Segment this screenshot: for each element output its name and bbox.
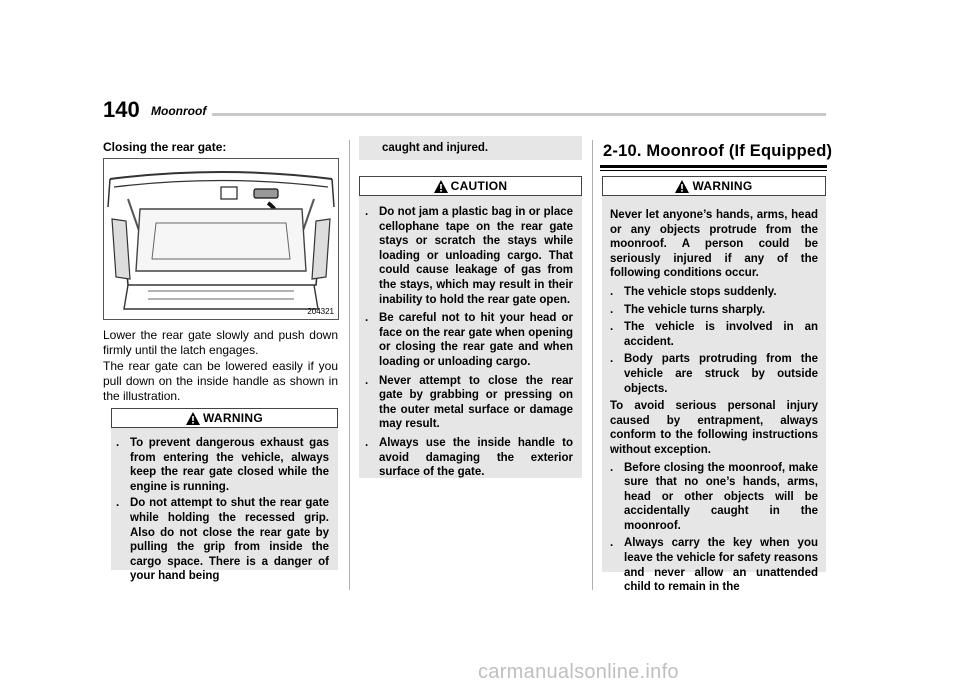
bullet: . xyxy=(365,312,369,325)
condition-item-text: The vehicle is involved in an accident. xyxy=(624,321,818,348)
condition-item xyxy=(610,320,818,349)
warning-triangle-icon xyxy=(434,180,448,193)
condition-item xyxy=(610,352,818,396)
instruction-item xyxy=(610,461,818,534)
rear-gate-illustration xyxy=(103,158,339,320)
condition-item-text: Body parts protruding from the vehicle are struck by outside objects. xyxy=(624,353,818,395)
warning-title: WARNING xyxy=(692,179,753,193)
column-divider-left xyxy=(349,140,350,590)
figure-id: 204321 xyxy=(307,307,334,316)
caution-title-bar xyxy=(359,176,582,196)
instructions-intro: To avoid serious personal injury caused by entrapment, always conform to the following instructions without exception. xyxy=(610,400,818,456)
bullet: . xyxy=(610,303,614,316)
bullet: . xyxy=(610,537,614,550)
warning-item xyxy=(116,496,329,584)
caution-item-text: Do not jam a plastic bag in or place cellophane tape on the rear gate stays or scratch the stays while loading or unloading cargo. That could cause leakage of gas from the stays, which may result in their inability to hold the rear gate open. xyxy=(379,206,573,306)
warning-title-bar xyxy=(111,408,338,428)
page-number: 140 xyxy=(103,97,140,122)
condition-item-text: The vehicle turns sharply. xyxy=(624,303,766,316)
warning-title: WARNING xyxy=(202,411,264,425)
continued-warning-text: caught and injured. xyxy=(382,142,489,154)
warning-item-text: To prevent dangerous exhaust gas from entering the vehicle, always keep the rear gate closed while the engine is running. xyxy=(130,437,329,493)
caution-item xyxy=(365,436,573,480)
moonroof-warning-box xyxy=(602,176,826,594)
caution-item xyxy=(365,374,573,432)
caution-box xyxy=(359,176,582,478)
continued-warning-box xyxy=(359,136,582,160)
bullet: . xyxy=(610,461,614,474)
caution-item-text: Be careful not to hit your head or face on the rear gate when opening or closing the rear gate and when loading or unloading cargo. xyxy=(379,312,573,368)
running-section-title: Moonroof xyxy=(151,104,207,118)
caution-title: CAUTION xyxy=(450,179,508,193)
caution-item-text: Never attempt to close the rear gate by grabbing or pressing on the outer metal surface or damage may result. xyxy=(379,374,573,431)
warning-item xyxy=(116,436,329,494)
caution-item xyxy=(365,205,573,307)
caution-item xyxy=(365,311,573,369)
section-heading-rule-thin xyxy=(600,170,827,171)
bullet: . xyxy=(116,437,120,449)
rear-gate-warning-box xyxy=(111,408,338,583)
warning-triangle-icon xyxy=(186,412,200,425)
instruction-item-text: Always carry the key when you leave the vehicle for safety reasons and never allow an unattended child to remain in the xyxy=(624,537,818,594)
condition-item xyxy=(610,285,818,300)
instruction-paragraph-2: The rear gate can be lowered easily if you pull down on the inside handle as shown in the illustration. xyxy=(103,359,338,404)
caution-item-text: Always use the inside handle to avoid damaging the exterior surface of the gate. xyxy=(379,436,573,479)
bullet: . xyxy=(610,353,614,366)
condition-item-text: The vehicle stops suddenly. xyxy=(624,285,777,298)
closing-rear-gate-heading: Closing the rear gate: xyxy=(103,140,227,154)
bullet: . xyxy=(365,374,369,387)
warning-item-text: Do not attempt to shut the rear gate while holding the recessed grip. Also do not close the rear gate by pulling the grip from inside the cargo space. There is a danger of your hand being xyxy=(130,497,329,583)
warning-triangle-icon xyxy=(675,180,689,193)
bullet: . xyxy=(610,285,614,298)
column-divider-right xyxy=(592,140,593,590)
warning-intro: Never let anyone’s hands, arms, head or any objects protrude from the moonroof. A person could be seriously injured if any of the following conditions occur. xyxy=(610,209,818,280)
section-heading: 2-10. Moonroof (If Equipped) xyxy=(603,142,833,160)
bullet: . xyxy=(365,436,369,449)
bullet: . xyxy=(610,321,614,334)
rear-gate-drawing xyxy=(104,159,338,319)
instruction-item xyxy=(610,536,818,594)
header-rule xyxy=(212,113,826,116)
condition-item xyxy=(610,303,818,318)
warning-title-bar xyxy=(602,176,826,196)
instruction-item-text: Before closing the moonroof, make sure that no one’s hands, arms, head or other objects will be accidentally caught in the moonroof. xyxy=(624,461,818,532)
instruction-paragraph-1: Lower the rear gate slowly and push down firmly until the latch engages. xyxy=(103,328,338,358)
watermark-text: carmanualsonline.info xyxy=(478,661,679,683)
bullet: . xyxy=(116,497,120,510)
bullet: . xyxy=(365,206,369,218)
section-heading-rule xyxy=(600,165,827,168)
